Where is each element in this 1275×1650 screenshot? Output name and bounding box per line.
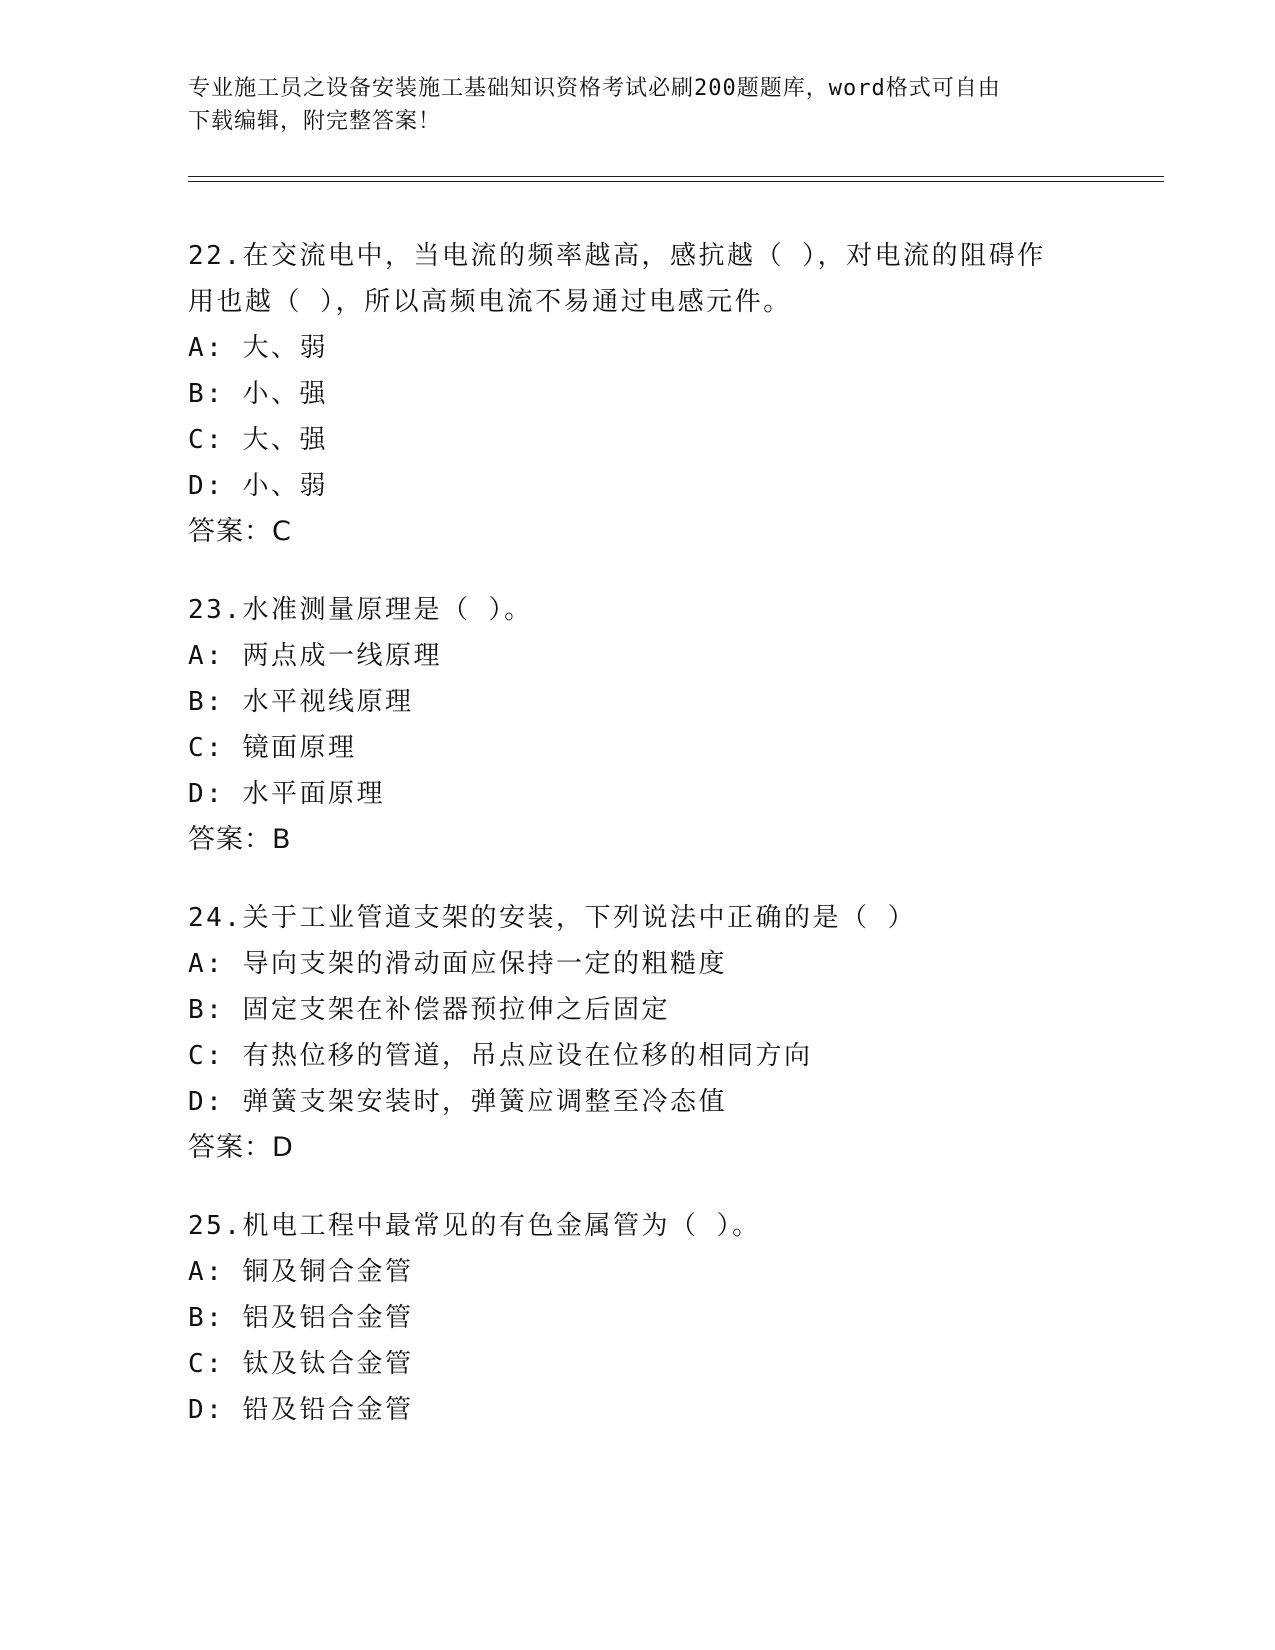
header-line-1: 专业施工员之设备安装施工基础知识资格考试必刷200题题库，word格式可自由 xyxy=(188,76,1001,101)
option-b: B: 水平视线原理 xyxy=(188,687,414,717)
option-b: B: 固定支架在补偿器预拉伸之后固定 xyxy=(188,995,670,1025)
question-stem-line: 25.机电工程中最常见的有色金属管为（ ）。 xyxy=(188,1211,761,1241)
option-d: D: 水平面原理 xyxy=(188,779,385,809)
answer-label: 答案：C xyxy=(188,516,292,547)
question-22 xyxy=(188,233,1088,555)
answer-label: 答案：D xyxy=(188,1132,294,1163)
option-a: A: 铜及铜合金管 xyxy=(188,1257,414,1287)
question-list xyxy=(188,233,1088,1465)
option-d: D: 铅及铅合金管 xyxy=(188,1395,414,1425)
header-divider-thick xyxy=(188,181,1164,182)
option-a: A: 两点成一线原理 xyxy=(188,641,442,671)
question-25 xyxy=(188,1203,1088,1433)
option-c: C: 大、强 xyxy=(188,425,328,455)
option-c: C: 镜面原理 xyxy=(188,733,357,763)
option-c: C: 钛及钛合金管 xyxy=(188,1349,414,1379)
option-d: D: 小、弱 xyxy=(188,471,328,501)
question-stem-line: 22.在交流电中，当电流的频率越高，感抗越（ ），对电流的阻碍作 xyxy=(188,241,1046,271)
option-a: A: 大、弱 xyxy=(188,333,328,363)
question-stem-line: 用也越（ ），所以高频电流不易通过电感元件。 xyxy=(188,287,792,317)
option-c: C: 有热位移的管道，吊点应设在位移的相同方向 xyxy=(188,1041,813,1071)
answer-label: 答案：B xyxy=(188,824,292,855)
document-header xyxy=(188,72,1088,138)
header-divider-thin xyxy=(188,176,1164,177)
question-stem-line: 24.关于工业管道支架的安装，下列说法中正确的是（ ） xyxy=(188,903,917,933)
header-line-2: 下载编辑，附完整答案！ xyxy=(188,109,442,134)
option-a: A: 导向支架的滑动面应保持一定的粗糙度 xyxy=(188,949,727,979)
option-d: D: 弹簧支架安装时，弹簧应调整至冷态值 xyxy=(188,1087,727,1117)
question-stem-line: 23.水准测量原理是（ ）。 xyxy=(188,595,533,625)
option-b: B: 小、强 xyxy=(188,379,328,409)
question-24 xyxy=(188,895,1088,1171)
option-b: B: 铝及铝合金管 xyxy=(188,1303,414,1333)
question-23 xyxy=(188,587,1088,863)
